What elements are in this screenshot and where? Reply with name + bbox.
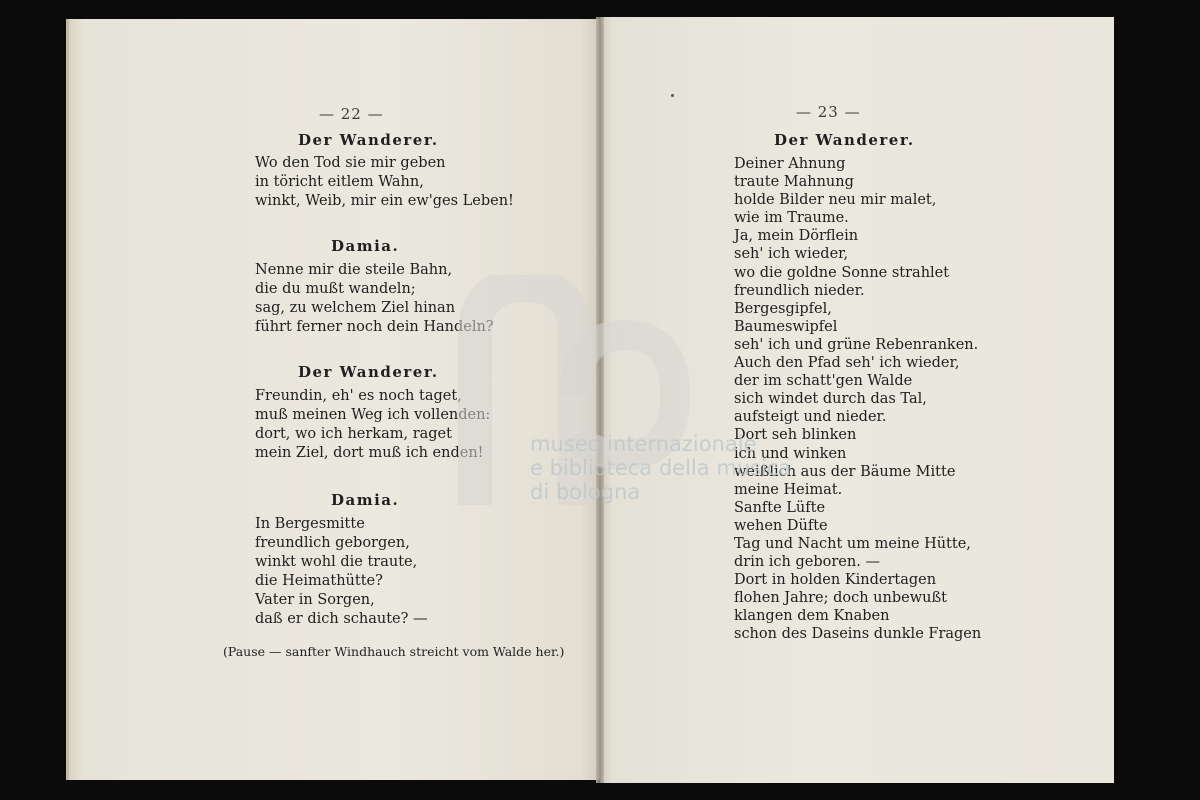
verse-line: holde Bilder neu mir malet, [734,192,937,209]
paper-speck [671,94,674,97]
verse-line: Vater in Sorgen, [255,592,375,608]
watermark-line: museo internazionale [530,432,757,456]
page-number-left: — 22 — [319,105,384,123]
stanza [255,261,494,337]
page-number-right: — 23 — [796,103,861,121]
verse-line: seh' ich und grüne Rebenranken. [734,336,979,353]
verse-line: aufsteigt und nieder. [734,409,887,426]
verse-line: Nenne mir die steile Bahn, [255,262,453,278]
verse-line: die Heimathütte? [255,573,383,589]
verse-line: In Bergesmitte [255,516,365,532]
verse-line: führt ferner noch dein Handeln? [255,319,494,335]
speaker-heading: Der Wanderer. [774,131,915,149]
verse-line: Ja, mein Dörflein [734,228,859,245]
stanza [255,387,490,463]
verse-line: flohen Jahre; doch unbewußt [734,590,947,607]
museum-watermark-text [530,432,791,504]
verse-line: Tag und Nacht um meine Hütte, [734,535,971,552]
speaker-heading: Damia. [331,491,400,509]
stanza [255,515,428,629]
verse-line: wehen Düfte [734,517,828,534]
verse-line: freundlich geborgen, [255,535,410,551]
verse-line: traute Mahnung [734,174,854,191]
verse-line: mein Ziel, dort muß ich enden! [255,445,484,461]
verse-line: in töricht eitlem Wahn, [255,174,424,190]
verse-line: wie im Traume. [734,210,849,227]
verse-line: drin ich geboren. — [734,554,880,571]
verse-line: Dort seh blinken [734,427,857,444]
verse-line: sag, zu welchem Ziel hinan [255,300,456,316]
watermark-line: e biblioteca della musica [530,456,792,480]
speaker-heading: Damia. [331,237,400,255]
speaker-heading: Der Wanderer. [298,363,439,381]
verse-line: Dort in holden Kindertagen [734,572,937,589]
speaker-heading: Der Wanderer. [298,131,439,149]
left-page [66,19,602,780]
verse-line: Sanfte Lüfte [734,499,826,516]
right-page [600,17,1114,783]
verse-line: klangen dem Knaben [734,608,890,625]
verse-line: dort, wo ich herkam, raget [255,426,452,442]
verse-line: wo die goldne Sonne strahlet [734,264,950,281]
verse-line: winkt wohl die traute, [255,554,418,570]
verse-line: sich windet durch das Tal, [734,391,927,408]
verse-line: Bergesgipfel, [734,300,832,317]
verse-line: schon des Daseins dunkle Fragen [734,626,982,643]
verse-line: winkt, Weib, mir ein ew'ges Leben! [255,193,514,209]
verse-line: Auch den Pfad seh' ich wieder, [734,355,960,372]
verse-line: der im schatt'gen Walde [734,373,913,390]
verse-line: ich und winken [734,445,847,462]
stage-direction: (Pause — sanfter Windhauch streicht vom Walde her.) [223,644,565,659]
verse-line: muß meinen Weg ich vollenden: [255,407,491,423]
verse-line: freundlich nieder. [734,282,865,299]
verse-line: daß er dich schaute? — [255,611,428,627]
verse-line: Baumeswipfel [734,318,838,335]
verse-line: weißlich aus der Bäume Mitte [734,463,956,480]
verse-line: seh' ich wieder, [734,246,849,263]
stanza [734,155,981,644]
stanza [255,154,514,211]
verse-line: die du mußt wandeln; [255,281,416,297]
book-gutter [596,17,604,783]
verse-line: meine Heimat. [734,481,843,498]
verse-line: Deiner Ahnung [734,156,846,172]
watermark-line: di bologna [530,480,641,504]
verse-line: Wo den Tod sie mir geben [255,155,446,171]
verse-line: Freundin, eh' es noch taget, [255,388,462,404]
